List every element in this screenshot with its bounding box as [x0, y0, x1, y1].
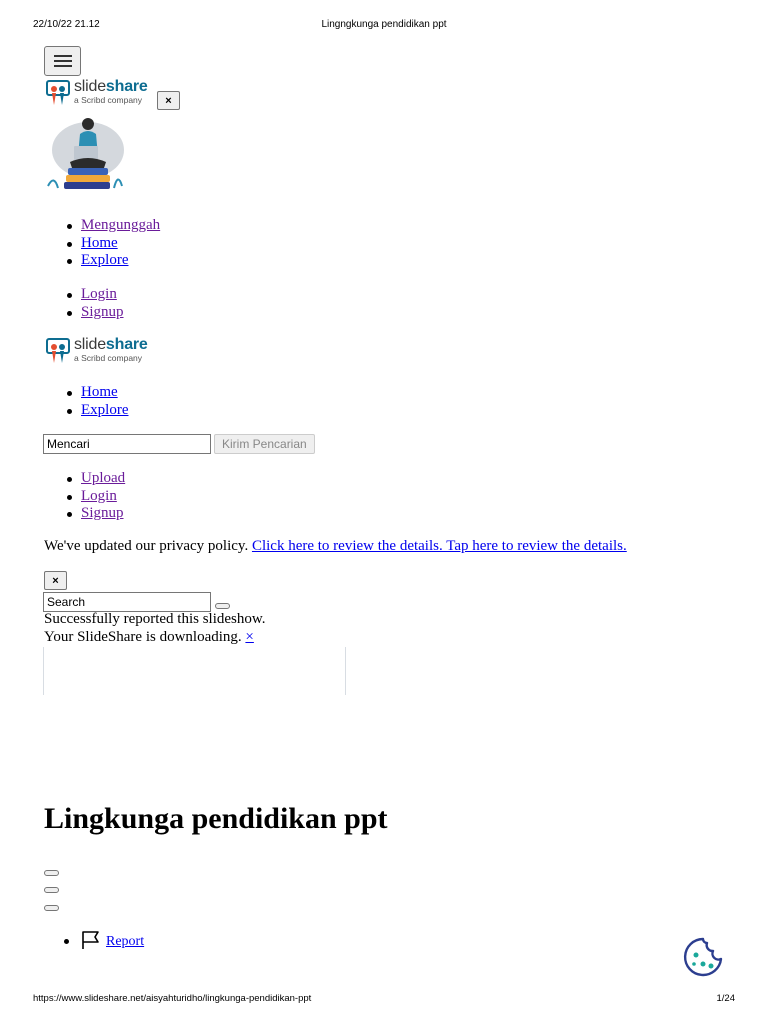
page-title: Lingkunga pendidikan ppt [44, 802, 388, 835]
nav-item-explore [81, 252, 160, 270]
slideshare-logo[interactable] [46, 79, 148, 107]
reported-message: Successfully reported this slideshow. [44, 611, 266, 627]
print-date: 22/10/22 21.12 [33, 19, 100, 30]
privacy-close-button[interactable]: × [44, 571, 67, 590]
menu-toggle-button[interactable] [44, 46, 81, 76]
nav-item-explore [81, 402, 128, 420]
nav-link-explore[interactable]: Explore [81, 252, 129, 268]
dismiss-download-link[interactable]: × [245, 629, 254, 645]
slideshare-logo-secondary[interactable] [46, 337, 148, 365]
signup-link[interactable]: Signup [81, 303, 124, 320]
login-link[interactable]: Login [81, 286, 117, 302]
auth-item-signup [81, 304, 124, 322]
nav-link-home-2[interactable]: Home [81, 384, 118, 400]
reading-person-illustration [44, 114, 128, 196]
logo-word-bold: share [105, 78, 148, 95]
slide-option-button[interactable] [44, 870, 59, 876]
slide-option-button[interactable] [44, 905, 59, 911]
login-link-2[interactable]: Login [81, 487, 117, 504]
nav-item-upload [81, 217, 160, 235]
hamburger-icon [54, 55, 72, 57]
nav-link-home[interactable]: Home [81, 234, 118, 251]
slide-option-button[interactable] [44, 887, 59, 893]
report-item [64, 930, 144, 950]
nav-link-explore-2[interactable]: Explore [81, 401, 129, 418]
logo-subtitle: a Scribd company [74, 95, 143, 105]
logo-word-light: slide [74, 78, 106, 95]
actions-list [18, 470, 125, 523]
logo-word-light: slide [74, 336, 106, 353]
logo-word-bold: share [105, 336, 148, 353]
slideshare-logo-icon [46, 337, 70, 365]
nav-top [18, 217, 160, 270]
search-submit-button-secondary[interactable] [215, 603, 230, 609]
upload-link[interactable]: Upload [81, 470, 126, 486]
nav-link-upload[interactable]: Mengunggah [81, 217, 161, 233]
cookie-icon[interactable] [683, 937, 723, 977]
action-item-upload [81, 470, 125, 488]
print-title: Lingngkunga pendidikan ppt [321, 19, 447, 30]
auth-top [18, 286, 124, 321]
embed-frame [43, 647, 346, 695]
action-item-login [81, 488, 125, 506]
search-input-secondary[interactable]: Search [43, 592, 211, 612]
search-input[interactable]: Mencari [43, 434, 211, 454]
privacy-text: We've updated our privacy policy. [44, 538, 252, 554]
nav-second [18, 384, 128, 419]
download-message [44, 629, 254, 646]
close-button[interactable]: × [157, 91, 180, 110]
flag-icon [81, 930, 101, 950]
nav-item-home [81, 235, 160, 253]
report-link[interactable]: Report [106, 934, 145, 949]
signup-link-2[interactable]: Signup [81, 505, 124, 521]
slideshare-logo-icon [46, 79, 70, 107]
privacy-review-link[interactable]: Click here to review the details. Tap here to review the details. [251, 538, 627, 554]
print-url: https://www.slideshare.net/aisyahturidho/lingkunga-pendidikan-ppt [33, 993, 312, 1004]
print-page-number: 1/24 [716, 993, 735, 1004]
auth-item-login [81, 286, 124, 304]
download-text: Your SlideShare is downloading. [44, 629, 246, 645]
logo-subtitle: a Scribd company [74, 353, 143, 363]
search-submit-button[interactable]: Kirim Pencarian [214, 434, 315, 454]
privacy-notice [44, 538, 744, 555]
action-item-signup [81, 505, 125, 523]
nav-item-home [81, 384, 128, 402]
